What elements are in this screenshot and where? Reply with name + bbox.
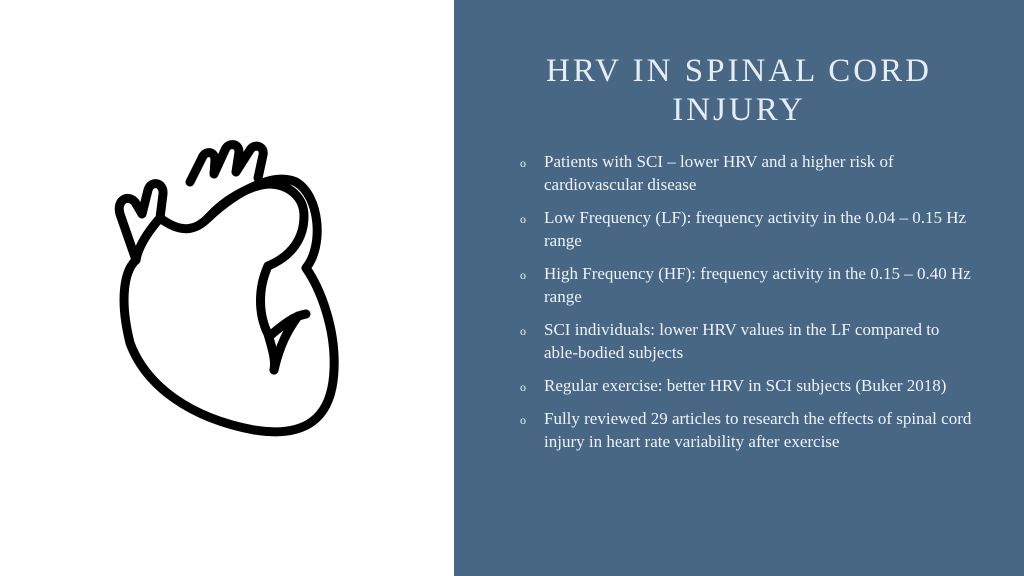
bullet-text: Low Frequency (LF): frequency activity in the 0.04 – 0.15 Hz range <box>544 208 967 250</box>
bullet-marker: o <box>520 212 526 226</box>
bullet-list <box>516 150 976 463</box>
heart-icon <box>108 138 348 438</box>
bullet-item <box>516 318 976 364</box>
bullet-text: SCI individuals: lower HRV values in the LF compared to able-bodied subjects <box>544 320 940 362</box>
bullet-marker: o <box>520 413 526 427</box>
bullet-item <box>516 374 976 397</box>
bullet-item <box>516 262 976 308</box>
bullet-item <box>516 150 976 196</box>
bullet-marker: o <box>520 380 526 394</box>
bullet-marker: o <box>520 324 526 338</box>
left-panel <box>0 0 454 576</box>
bullet-text: Regular exercise: better HRV in SCI subjects (Buker 2018) <box>544 376 947 395</box>
bullet-text: Fully reviewed 29 articles to research the effects of spinal cord injury in heart rate variability after exercise <box>544 409 972 451</box>
bullet-marker: o <box>520 156 526 170</box>
bullet-item <box>516 206 976 252</box>
bullet-marker: o <box>520 268 526 282</box>
bullet-item <box>516 407 976 453</box>
content-panel <box>454 0 1024 576</box>
bullet-text: High Frequency (HF): frequency activity in the 0.15 – 0.40 Hz range <box>544 264 971 306</box>
slide-title: HRV IN SPINAL CORD INJURY <box>546 53 932 128</box>
bullet-text: Patients with SCI – lower HRV and a higher risk of cardiovascular disease <box>544 152 894 194</box>
